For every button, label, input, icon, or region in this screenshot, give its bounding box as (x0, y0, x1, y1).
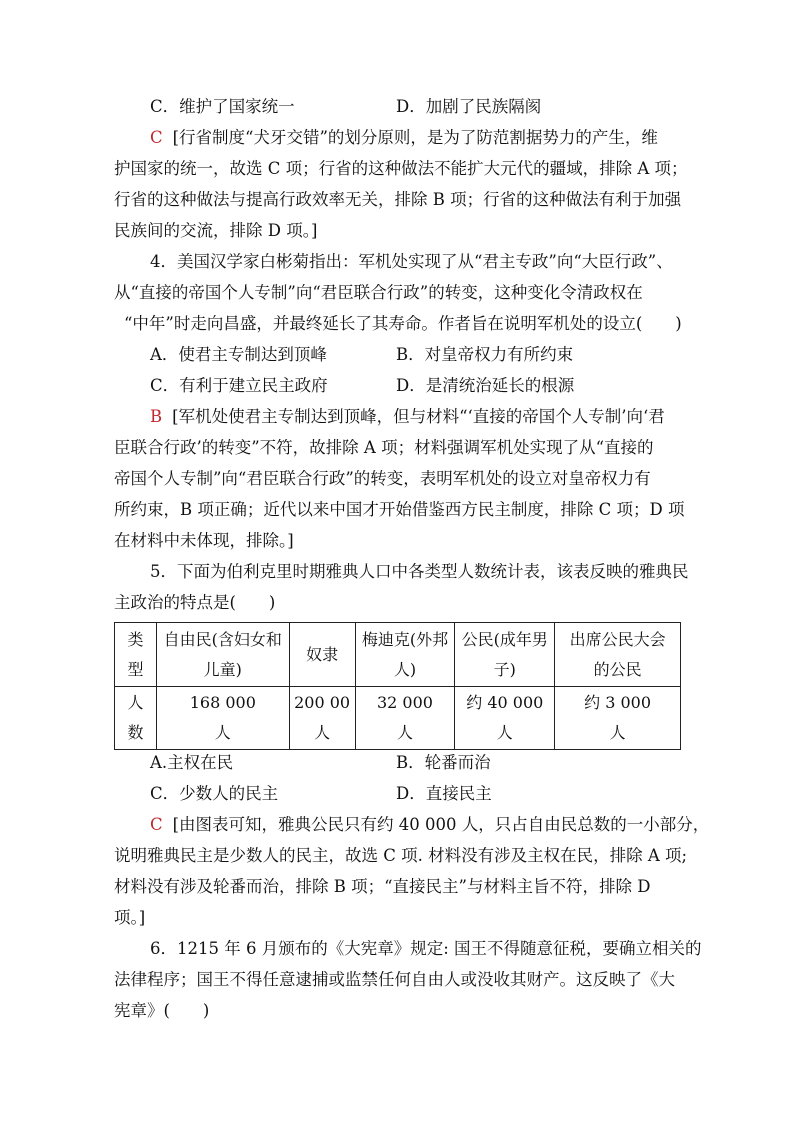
q3-explanation-line-1: C [行省制度“犬牙交错”的划分原则，是为了防范割据势力的产生，维 (150, 128, 658, 147)
q5-option-d: D．直接民主 (396, 784, 492, 803)
q4-explanation-line-5: 在材料中未体现，排除。] (114, 531, 294, 550)
table-header-cell: 类 型 (115, 623, 157, 687)
q5-option-b: B．轮番而治 (396, 753, 491, 772)
q4-option-d: D．是清统治延长的根源 (396, 376, 575, 395)
table-cell: 32 000 人 (355, 687, 455, 750)
table-header-cell: 出席公民大会 的公民 (555, 623, 681, 687)
table-row-header (115, 623, 681, 687)
population-table (114, 622, 681, 750)
q4-explanation-line-1: B [军机处使君主专制达到顶峰，但与材料“‘直接的帝国个人专制’向‘君 (150, 407, 665, 426)
q6-stem-line-1: 6．1215 年 6 月颁布的《大宪章》规定: 国王不得随意征税，要确立相关的 (150, 939, 702, 958)
table-header-cell: 自由民(含妇女和 儿童) (156, 623, 289, 687)
q4-explanation-line-2: 臣联合行政’的转变”不符，故排除 A 项；材料强调军机处实现了从“直接的 (114, 438, 654, 457)
q5-stem-line-2: 主政治的特点是( ) (114, 593, 276, 612)
q4-stem-line-1: 4．美国汉学家白彬菊指出：军机处实现了从“君主专政”向“大臣行政”、 (150, 252, 673, 271)
q5-explanation-line-3: 材料没有涉及轮番而治，排除 B 项；“直接民主”与材料主旨不符，排除 D (114, 877, 651, 896)
q3-answer-letter: C (150, 128, 163, 147)
table-cell: 约 40 000 人 (455, 687, 555, 750)
q5-explanation-line-4: 项。] (114, 908, 146, 927)
q5-answer-letter: C (150, 815, 163, 834)
q5-stem-line-1: 5．下面为伯利克里时期雅典人口中各类型人数统计表，该表反映的雅典民 (150, 562, 689, 581)
q3-explanation-line-3: 行省的这种做法与提高行政效率无关，排除 B 项；行省的这种做法有利于加强 (114, 190, 682, 209)
q3-explanation-line-2: 护国家的统一，故选 C 项；行省的这种做法不能扩大元代的疆域，排除 A 项； (114, 159, 688, 178)
q3-option-c: C．维护了国家统一 (150, 97, 295, 116)
q4-stem-line-3: “中年”时走向昌盛，并最终延长了其寿命。作者旨在说明军机处的设立( ) (124, 314, 682, 333)
q5-explanation-line-2: 说明雅典民主是少数人的民主，故选 C 项. 材料没有涉及主权在民，排除 A 项; (114, 846, 688, 865)
q3-explanation-line-4: 民族间的交流，排除 D 项。] (114, 221, 318, 240)
table-cell: 168 000 人 (156, 687, 289, 750)
q4-option-a: A．使君主专制达到顶峰 (150, 345, 327, 364)
q6-stem-line-2: 法律程序；国王不得任意逮捕或监禁任何自由人或没收其财产。这反映了《大 (114, 970, 675, 989)
table-row-values (115, 687, 681, 750)
table-header-cell: 梅迪克(外邦 人) (355, 623, 455, 687)
q4-option-b: B．对皇帝权力有所约束 (396, 345, 574, 364)
q4-explanation-line-3: 帝国个人专制”向“君臣联合行政”的转变，表明军机处的设立对皇帝权力有 (114, 469, 651, 488)
q4-explanation-line-4: 所约束，B 项正确；近代以来中国才开始借鉴西方民主制度，排除 C 项；D 项 (114, 500, 685, 519)
q4-answer-letter: B (150, 407, 163, 426)
q6-stem-line-3: 宪章》( ) (114, 1001, 210, 1020)
table-header-cell: 奴隶 (289, 623, 355, 687)
table-header-cell: 公民(成年男 子) (455, 623, 555, 687)
q5-option-a: A.主权在民 (150, 753, 234, 772)
q5-option-c: C．少数人的民主 (150, 784, 279, 803)
table-cell: 人 数 (115, 687, 157, 750)
table-cell: 约 3 000 人 (555, 687, 681, 750)
q4-stem-line-2: 从“直接的帝国个人专制”向“君臣联合行政”的转变，这种变化令清政权在 (114, 283, 643, 302)
q3-option-d: D．加剧了民族隔阂 (396, 97, 542, 116)
q4-option-c: C．有利于建立民主政府 (150, 376, 328, 395)
q5-explanation-line-1: C [由图表可知，雅典公民只有约 40 000 人，只占自由民总数的一小部分， (150, 815, 710, 834)
table-cell: 200 00 人 (289, 687, 355, 750)
